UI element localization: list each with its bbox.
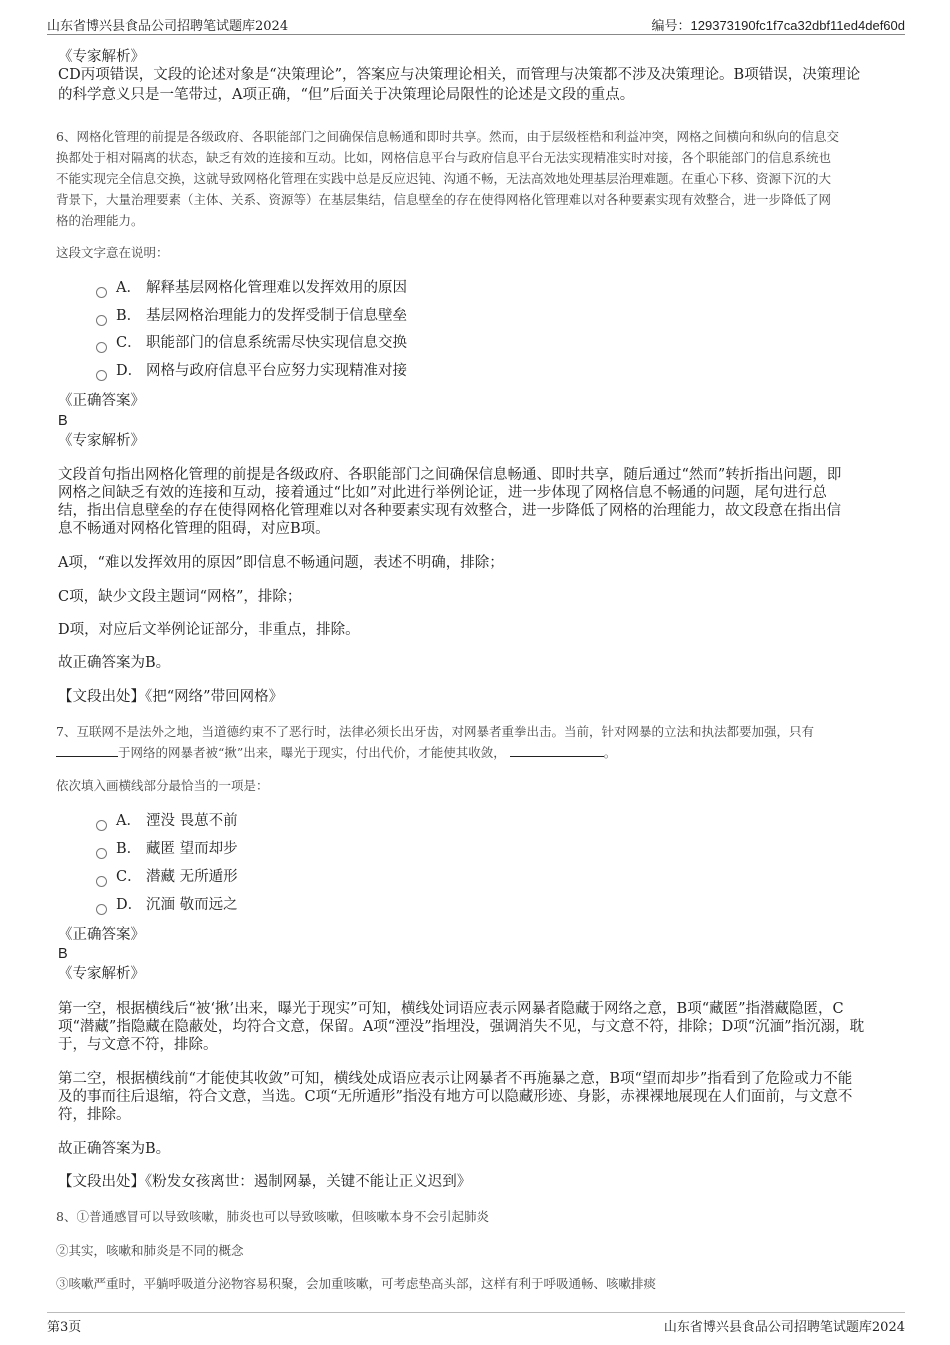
radio-icon[interactable] xyxy=(96,287,107,298)
q7-analysis-line: 项“潜藏”指隐藏在隐蔽处，均符合文意，保留。A项“湮没”指埋没，强调消失不见，与文意不符，排除；D项“沉湎”指沉溺，耽 xyxy=(58,1019,865,1035)
q6-source: 【文段出处】《把“网络”带回网格》 xyxy=(58,689,284,705)
q6-analysis-line: 息不畅通对网格化管理的阻碍，对应B项。 xyxy=(58,521,330,537)
radio-icon[interactable] xyxy=(96,315,107,326)
q8-line: ③咳嗽严重时，平躺呼吸道分泌物容易积聚，会加重咳嗽，可考虑垫高头部，这样有利于呼吸通畅、咳嗽排痰 xyxy=(56,1276,657,1291)
q7-stem-line-2: 于网络的网暴者被“揪”出来，曝光于现实，付出代价，才能使其收敛， 。 xyxy=(56,742,616,763)
q6-stem-line: 不能实现完全信息交换，这就导致网格化管理在实践中总是反应迟钝、沟通不畅，无法高效地处理基层治理难题。在重心下移、资源下沉的大 xyxy=(56,171,832,186)
q7-option-d[interactable]: D． 沉湎 敬而远之 xyxy=(96,895,238,915)
q8-line: 8、①普通感冒可以导致咳嗽，肺炎也可以导致咳嗽，但咳嗽本身不会引起肺炎 xyxy=(56,1209,489,1224)
q7-analysis-label: 《专家解析》 xyxy=(58,966,145,982)
q6-option-c[interactable]: C． 职能部门的信息系统需尽快实现信息交换 xyxy=(96,333,407,353)
q7-answer-label: 《正确答案》 xyxy=(58,927,145,943)
q6-option-d[interactable]: D． 网格与政府信息平台应努力实现精准对接 xyxy=(96,361,407,381)
q7-option-b[interactable]: B． 藏匿 望而却步 xyxy=(96,839,238,859)
q5-analysis-line: 的科学意义只是一笔带过，A项正确，“但”后面关于决策理论局限性的论述是文段的重点。 xyxy=(58,87,635,103)
page-number: 第3页 xyxy=(47,1320,82,1335)
q6-analysis-line: 网格之间缺乏有效的连接和互动，接着通过“比如”对此进行举例论证，进一步体现了网格信息不畅通的问题，尾句进行总 xyxy=(58,485,827,501)
q6-answer-label: 《正确答案》 xyxy=(58,393,145,409)
q6-analysis-a: A项，“难以发挥效用的原因”即信息不畅通问题，表述不明确，排除； xyxy=(58,555,504,571)
q6-conclusion: 故正确答案为B。 xyxy=(58,655,171,671)
q6-option-b[interactable]: B． 基层网格治理能力的发挥受制于信息壁垒 xyxy=(96,306,407,326)
q6-analysis-line: 文段首句指出网格化管理的前提是各级政府、各职能部门之间确保信息畅通、即时共享，随后通过“然而”转折指出问题，即 xyxy=(58,467,842,483)
q6-analysis-c: C项，缺少文段主题词“网格”，排除； xyxy=(58,589,302,605)
page-header xyxy=(47,14,905,35)
header-code xyxy=(652,15,905,34)
header-code-label: 编号： xyxy=(651,19,691,34)
q6-stem-line: 换都处于相对隔离的状态，缺乏有效的连接和互动。比如，网格信息平台与政府信息平台无法实现精准实时对接，各个职能部门的信息系统也 xyxy=(56,150,832,165)
blank-2 xyxy=(510,744,604,757)
header-title: 山东省博兴县食品公司招聘笔试题库2024 xyxy=(47,19,289,34)
q5-analysis-line: CD丙项错误，文段的论述对象是“决策理论”，答案应与决策理论相关，而管理与决策都不涉及决策理论。B项错误，决策理论 xyxy=(58,67,861,83)
q7-option-c[interactable]: C． 潜藏 无所遁形 xyxy=(96,867,238,887)
q6-analysis-line: 结，指出信息壁垒的存在使得网格化管理难以对各种要素实现有效整合，进一步降低了网格的治理能力，故文段意在指出信 xyxy=(58,503,841,519)
q6-option-a[interactable]: A． 解释基层网格化管理难以发挥效用的原因 xyxy=(96,278,407,298)
q6-stem-line: 背景下，大量治理要素（主体、关系、资源等）在基层集结，信息壁垒的存在使得网格化管理难以对各种要素实现有效整合，进一步降低了网 xyxy=(56,192,832,207)
q7-analysis-line: 及的事而往后退缩，符合文意，当选。C项“无所遁形”指没有地方可以隐藏形迹、身影，赤裸裸地展现在人们面前，与文意不 xyxy=(58,1089,853,1105)
blank-1 xyxy=(56,744,118,757)
q6-stem-line: 6、网格化管理的前提是各级政府、各职能部门之间确保信息畅通和即时共享。然而，由于层级桎梏和利益冲突，网格之间横向和纵向的信息交 xyxy=(56,129,839,144)
radio-icon[interactable] xyxy=(96,876,107,887)
q6-answer: B xyxy=(58,413,68,429)
radio-icon[interactable] xyxy=(96,904,107,915)
radio-icon[interactable] xyxy=(96,370,107,381)
q7-source: 【文段出处】《粉发女孩离世：遏制网暴，关键不能让正义迟到》 xyxy=(58,1174,472,1190)
q7-analysis-line: 于，与文意不符，排除。 xyxy=(58,1037,218,1053)
q7-answer: B xyxy=(58,946,68,962)
page-footer xyxy=(47,1312,905,1335)
q6-analysis-label: 《专家解析》 xyxy=(58,433,145,449)
q6-analysis-d: D项，对应后文举例论证部分，非重点，排除。 xyxy=(58,622,360,638)
q6-stem-line: 格的治理能力。 xyxy=(56,213,144,228)
q7-analysis-line: 符，排除。 xyxy=(58,1107,131,1123)
q7-analysis-line: 第二空，根据横线前“才能使其收敛”可知，横线处成语应表示让网暴者不再施暴之意，B项“望而却步”指看到了危险或力不能 xyxy=(58,1071,853,1087)
q7-option-a[interactable]: A． 湮没 畏葸不前 xyxy=(96,811,238,831)
q7-conclusion: 故正确答案为B。 xyxy=(58,1141,171,1157)
radio-icon[interactable] xyxy=(96,848,107,859)
q7-analysis-line: 第一空，根据横线后“被‘揪’出来，曝光于现实”可知，横线处词语应表示网暴者隐藏于网络之意，B项“藏匿”指潜藏隐匿，C xyxy=(58,1001,844,1017)
q7-prompt: 依次填入画横线部分最恰当的一项是： xyxy=(56,778,269,793)
footer-title: 山东省博兴县食品公司招聘笔试题库2024 xyxy=(663,1320,905,1335)
q8-line: ②其实，咳嗽和肺炎是不同的概念 xyxy=(56,1243,244,1258)
radio-icon[interactable] xyxy=(96,342,107,353)
q6-prompt: 这段文字意在说明： xyxy=(56,245,169,260)
q5-analysis-label: 《专家解析》 xyxy=(58,49,145,65)
header-code-value: 129373190fc1f7ca32dbf11ed4def60d xyxy=(690,18,905,33)
q7-stem-line: 7、互联网不是法外之地，当道德约束不了恶行时，法律必须长出牙齿，对网暴者重拳出击。当前，针对网暴的立法和执法都要加强，只有 xyxy=(56,724,814,739)
radio-icon[interactable] xyxy=(96,820,107,831)
